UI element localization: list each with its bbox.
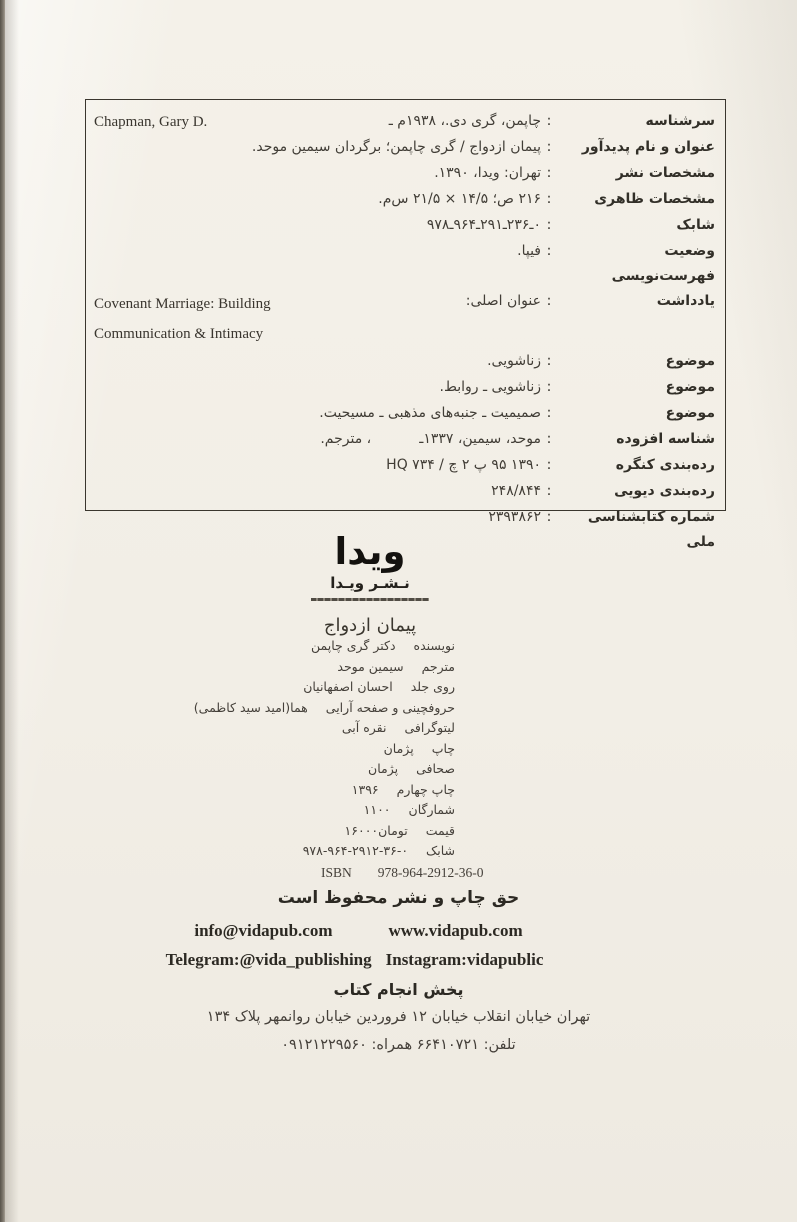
cip-row-physical-description (94, 187, 715, 213)
publisher-name: نـشـر ویـدا (330, 574, 410, 592)
cip-field-label: رده‌بندی دیویی (614, 483, 715, 499)
isbn-label: ISBN (321, 864, 352, 880)
added-entry-role: ، مترجم. (320, 431, 372, 447)
cip-latin-author: Chapman, Gary D. (94, 114, 208, 130)
cip-field-value: عنوان اصلی: (465, 293, 541, 309)
credit-label: صحافی (416, 761, 455, 776)
original-title-line-1: Covenant Marriage: Building (94, 296, 271, 312)
production-credits (193, 636, 484, 883)
cip-separator: : (546, 293, 552, 309)
cip-row-lcc (94, 453, 715, 479)
publisher-website: www.vidapub.com (388, 921, 523, 940)
publisher-phone: تلفن: ۶۶۴۱۰۷۲۱ همراه: ۰۹۱۲۱۲۲۹۵۶۰ (281, 1037, 516, 1053)
credit-row-binding (225, 759, 455, 780)
credit-row-lithography (225, 718, 455, 739)
cip-field-value (94, 427, 541, 452)
cip-field-value: ۲۱۶ ص؛ ۱۴/۵ × ۲۱/۵ س‌م. (378, 191, 541, 207)
copyright-notice: حق چاپ و نشر محفوظ است (277, 888, 520, 908)
cip-separator: : (546, 509, 552, 525)
cip-field-label: سرشناسه (645, 113, 715, 129)
credit-label: قیمت (425, 822, 455, 838)
cip-separator: : (546, 191, 552, 207)
cip-field-label: موضوع (665, 353, 715, 369)
cip-row-note-original-title (94, 289, 715, 349)
credit-row-edition (225, 780, 455, 801)
cip-separator: : (546, 139, 552, 155)
distributor-line: پخش انجام کتاب (333, 980, 464, 999)
cip-separator: : (546, 165, 552, 181)
cip-row-title-statement (94, 135, 715, 161)
cip-row-header-entry (94, 109, 715, 135)
social-media-line (0, 950, 797, 970)
credit-value-price: ۱۶۰۰۰تومان (344, 822, 408, 838)
cip-separator: : (546, 379, 552, 395)
lcc-call-number: HQ ۷۳۴ / چ ۲ پ ۹۵ ۱۳۹۰ (386, 457, 541, 473)
publisher-address: تهران خیابان انقلاب خیابان ۱۲ فروردین خیابان روانمهر پلاک ۱۳۴ (206, 1009, 591, 1025)
cip-field-value: ۲۴۸/۸۴۴ (491, 483, 541, 499)
cip-separator: : (546, 431, 552, 447)
cip-field-label: مشخصات ظاهری (594, 191, 715, 207)
cip-separator: : (546, 217, 552, 233)
credit-label: چاپ چهارم (396, 781, 455, 797)
cip-original-title-english (94, 289, 312, 349)
cip-field-value: فیپا. (517, 243, 541, 259)
cip-separator: : (546, 353, 552, 369)
credit-label: چاپ (431, 740, 455, 756)
cip-row-ddc (94, 479, 715, 505)
cip-row-isbn (94, 213, 715, 239)
cip-field-value (94, 453, 541, 478)
cip-field-label: رده‌بندی کنگره (615, 457, 715, 473)
credit-row-cover (225, 677, 455, 698)
credit-value: پژمان (368, 761, 399, 776)
cip-field-label: موضوع (665, 405, 715, 421)
cip-field-label: شابک (676, 217, 715, 233)
telegram-handle: Telegram:@vida_publishing (165, 950, 372, 969)
credit-value: هما(امید سید کاظمی) (193, 699, 308, 715)
credit-row-print-run (225, 800, 455, 821)
cip-row-publication (94, 161, 715, 187)
credit-row-isbn-latin (225, 862, 484, 883)
cip-field-value (94, 213, 541, 238)
cip-field-label: مشخصات نشر (615, 165, 715, 181)
cip-row-added-entry (94, 427, 715, 453)
credit-row-printing (225, 739, 455, 760)
credit-row-isbn-fa (225, 841, 455, 862)
cip-field-value: پیمان ازدواج / گری چاپمن؛ برگردان سیمین موحد. (251, 139, 541, 155)
cip-field-label: شماره کتابشناسی ملی (587, 509, 715, 550)
credit-label: حروفچینی و صفحه آرایی (325, 699, 455, 715)
cip-field-value: زناشویی. (487, 353, 541, 369)
isbn-number: ۹۷۸ـ۹۶۴ـ۲۹۱ـ۲۳۶ـ۰ (426, 217, 541, 233)
cip-field-value: ۲۳۹۳۸۶۲ (488, 509, 541, 525)
cip-separator: : (546, 405, 552, 421)
cip-catalog-box (85, 99, 726, 550)
credit-row-translator (225, 657, 455, 678)
credit-value: نقره آبی (341, 720, 387, 735)
instagram-handle: Instagram:vidapublic (385, 950, 544, 969)
cip-row-subject-1 (94, 349, 715, 375)
credit-value: دکتر گری چاپمن (311, 638, 396, 653)
credit-row-price (225, 821, 455, 842)
cip-row-subject-3 (94, 401, 715, 427)
cip-field-value: چاپمن، گری دی.، ۱۹۳۸م ـ (388, 113, 541, 129)
credit-value: سیمین موحد (337, 658, 404, 674)
credit-row-author (225, 636, 455, 657)
credit-value: ۱۳۹۶ (351, 781, 379, 797)
cip-separator: : (546, 483, 552, 499)
cip-field-label: وضعیت فهرست‌نویسی (611, 243, 715, 284)
credit-label: لیتوگرافی (404, 720, 455, 735)
cip-field-label: شناسه افزوده (616, 431, 715, 447)
cip-row-subject-2 (94, 375, 715, 401)
cip-separator: : (546, 113, 552, 129)
contact-web-line (0, 921, 797, 941)
cip-field-value: زناشویی ـ روابط. (439, 379, 541, 395)
book-title: پیمان ازدواج (323, 615, 417, 636)
isbn-number-latin: 978-964-2912-36-0 (377, 864, 484, 880)
credit-label: نویسنده (413, 638, 455, 653)
credit-row-typesetting (193, 698, 455, 719)
cip-separator: : (546, 243, 552, 259)
cip-field-value: تهران: ویدا، ۱۳۹۰. (434, 165, 541, 181)
added-entry-name: موحد، سیمین، ۱۳۳۷ـ (419, 431, 541, 447)
credit-label: شابک (426, 843, 455, 858)
credit-value: ۱۱۰۰ (363, 802, 391, 817)
cip-field-label: عنوان و نام پدیدآور (581, 139, 715, 155)
cip-separator: : (546, 457, 552, 473)
ornamental-rule (311, 598, 429, 601)
credit-value: احسان اصفهانیان (303, 679, 393, 694)
publisher-email: info@vidapub.com (194, 921, 333, 940)
cip-field-label: یادداشت (656, 293, 715, 309)
cip-row-cataloging-status (94, 239, 715, 289)
publisher-block (270, 530, 470, 636)
cip-field-value: صمیمیت ـ جنبه‌های مذهبی ـ مسیحیت. (319, 405, 541, 421)
cip-field-label: موضوع (665, 379, 715, 395)
credit-label: روی جلد (410, 679, 455, 694)
vida-publisher-logo: ویدا (334, 530, 406, 573)
credit-label: مترجم (421, 658, 455, 674)
credit-value-isbn-fa: ۹۷۸-۹۶۴-۲۹۱۲-۳۶-۰ (302, 843, 409, 858)
credit-label: شمارگان (408, 802, 455, 817)
original-title-line-2: Communication & Intimacy (94, 326, 264, 342)
credit-value: پژمان (383, 740, 414, 756)
